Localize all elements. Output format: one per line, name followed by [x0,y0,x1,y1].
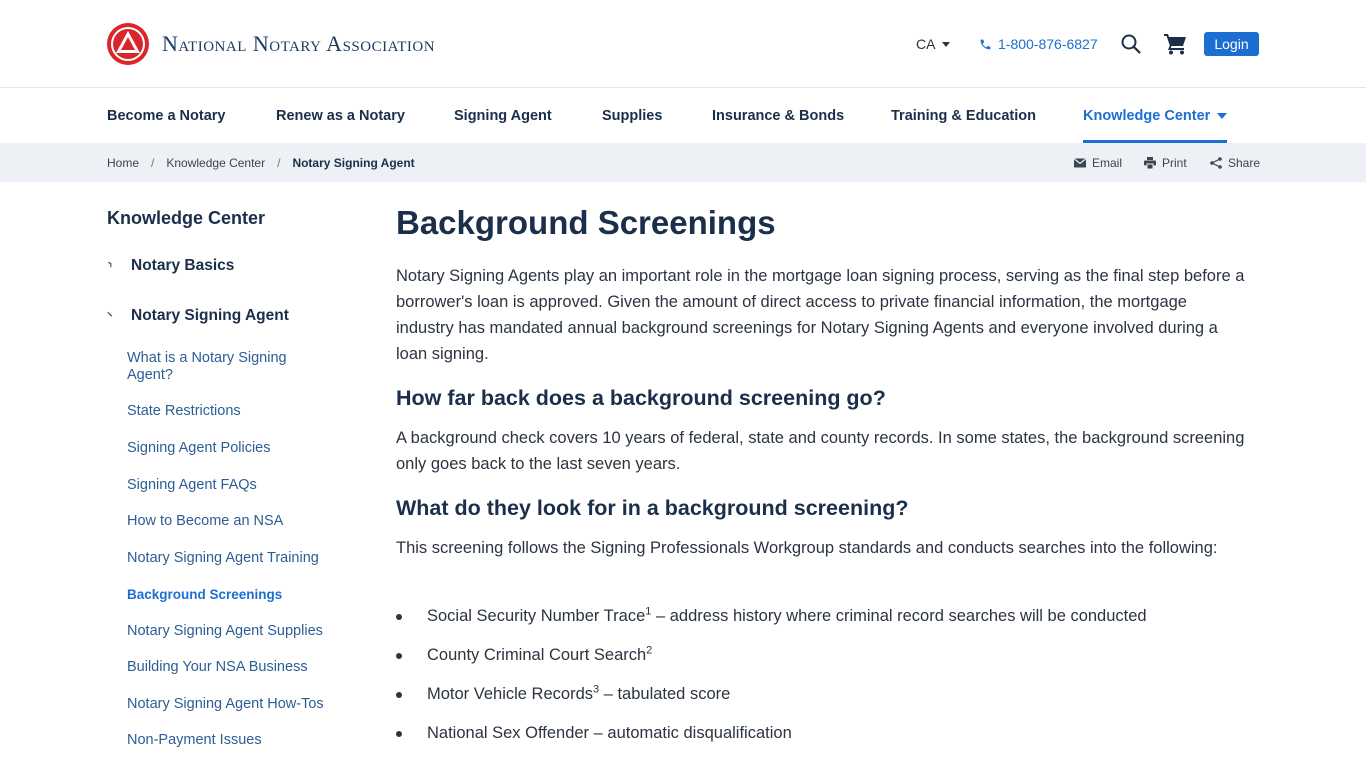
nav-insurance-bonds[interactable]: Insurance & Bonds [712,108,845,124]
sidebar-title: Knowledge Center [107,208,266,228]
list-item-text: National Sex Offender – automatic disqualification [427,724,792,742]
share-label: Share [1228,155,1261,170]
breadcrumb-separator: / [151,155,155,170]
search-icon [1121,34,1141,54]
sidebar-link-signing-agent-policies[interactable]: Signing Agent Policies [127,440,271,456]
sidebar-link-nsa-training[interactable]: Notary Signing Agent Training [127,550,319,566]
breadcrumb-current: Notary Signing Agent [292,155,415,170]
region-selector[interactable] [916,32,950,56]
footnote-marker[interactable]: 2 [646,644,653,657]
printer-icon [1144,157,1156,169]
sidebar-section-label: Notary Basics [131,257,235,274]
section-heading-what-they-look-for: What do they look for in a background screening? [396,496,909,520]
caret-down-icon [1217,113,1227,119]
share-action[interactable] [1210,143,1260,182]
search-button[interactable] [1120,32,1142,56]
main-navigation [0,89,1366,143]
list-item-text: – tabulated score [599,685,731,703]
nav-knowledge-center[interactable] [1083,89,1227,143]
nav-become-notary[interactable]: Become a Notary [107,108,226,124]
list-item-text: County Criminal Court Search [427,646,647,664]
bullet-dot [396,614,402,620]
bullet-dot [396,731,402,737]
phone-link[interactable] [979,32,1098,56]
sidebar-link-background-screenings[interactable]: Background Screenings [127,587,283,602]
footnote-marker[interactable]: 1 [645,605,652,618]
share-icon [1210,157,1222,169]
breadcrumb-knowledge-center[interactable]: Knowledge Center [166,155,266,170]
sidebar-link-nsa-how-tos[interactable]: Notary Signing Agent How-Tos [127,696,324,712]
email-action[interactable] [1074,143,1122,182]
logo-wordmark: National Notary Association [162,31,436,56]
region-value: CA [916,36,936,52]
nav-supplies[interactable]: Supplies [602,108,663,124]
collapse-arrow-icon: ⸌ [107,310,113,323]
print-action[interactable] [1144,143,1187,182]
nna-seal-icon [106,22,150,66]
print-label: Print [1162,155,1187,170]
envelope-icon [1074,158,1086,168]
breadcrumb-bar [0,143,1366,182]
breadcrumb-home[interactable]: Home [107,155,140,170]
sidebar-link-building-nsa-business[interactable]: Building Your NSA Business [127,659,308,675]
breadcrumb [107,143,415,182]
bullet-dot [396,692,402,698]
chevron-down-icon [942,42,950,47]
list-item-text: Motor Vehicle Records [427,685,593,703]
sidebar-section-label: Notary Signing Agent [131,307,289,324]
email-label: Email [1092,155,1123,170]
sidebar-section-notary-signing-agent[interactable] [107,307,289,325]
expand-arrow-icon: ⸃ [107,260,113,273]
intro-paragraph: Notary Signing Agents play an important role in the mortgage loan signing process, serving as the final step before a borrower's loan is approved. Given the amount of direct access to private financial information, the mortgage industry has mandated annual background screenings for Notary Signing Agents and everyone involved during a loan signing. [396,267,1245,363]
paragraph-screening-standards: This screening follows the Signing Professionals Workgroup standards and conducts searches into the following: [396,539,1218,557]
list-item-text: – address history where criminal record searches will be conducted [651,607,1147,625]
site-header [0,0,1366,88]
sidebar-link-how-to-become-nsa[interactable]: How to Become an NSA [127,513,284,529]
page-title: Background Screenings [396,204,776,241]
nav-signing-agent[interactable]: Signing Agent [454,108,552,124]
sidebar-link-nsa-supplies[interactable]: Notary Signing Agent Supplies [127,623,323,639]
section-heading-how-far-back: How far back does a background screening go? [396,386,886,410]
cart-button[interactable] [1164,32,1188,56]
phone-number: 1-800-876-6827 [998,36,1098,52]
sidebar-link-state-restrictions[interactable]: State Restrictions [127,403,241,419]
shopping-cart-icon [1164,33,1188,55]
list-item-text: Social Security Number Trace [427,607,646,625]
sidebar-link-what-is-nsa[interactable]: What is a Notary Signing Agent? [127,350,287,383]
breadcrumb-separator: / [277,155,281,170]
footnote-marker[interactable]: 3 [593,683,600,696]
sidebar-section-notary-basics[interactable] [107,257,234,275]
nav-training-education[interactable]: Training & Education [891,108,1037,124]
nna-logo[interactable] [106,22,435,66]
nav-renew-notary[interactable]: Renew as a Notary [276,108,405,124]
sidebar-link-signing-agent-faqs[interactable]: Signing Agent FAQs [127,477,257,493]
sidebar-link-non-payment-issues[interactable]: Non-Payment Issues [127,732,262,748]
phone-icon [979,38,992,51]
nav-knowledge-center-label: Knowledge Center [1083,108,1211,124]
login-button[interactable]: Login [1204,32,1259,56]
paragraph-how-far-back: A background check covers 10 years of federal, state and county records. In some states, the background screening only goes back to the last seven years. [396,429,1245,473]
bullet-dot [396,653,402,659]
